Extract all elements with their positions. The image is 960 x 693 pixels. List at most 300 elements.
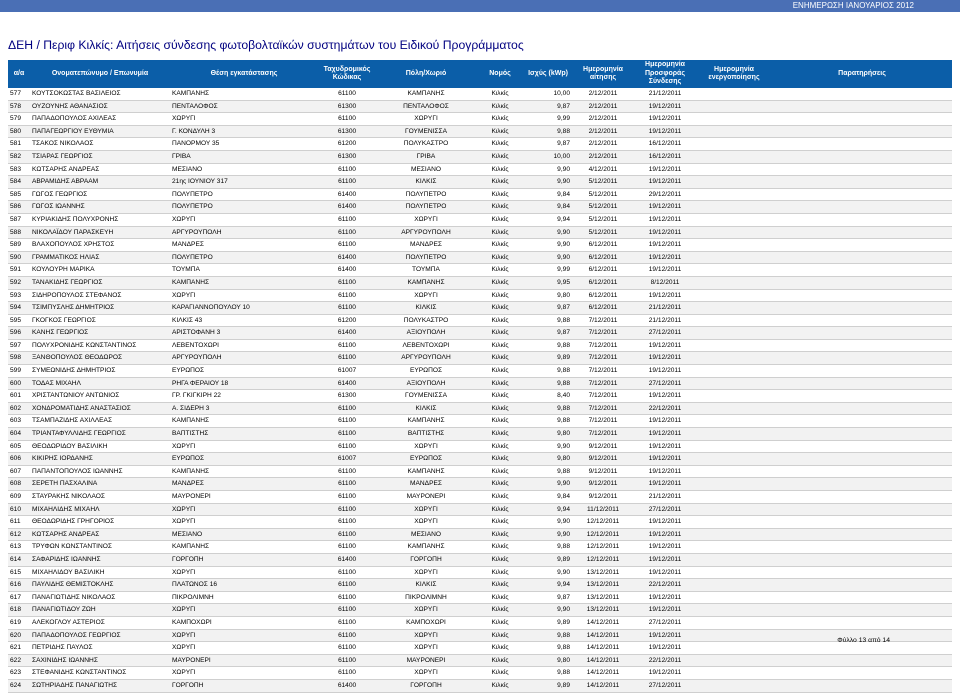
cell-activation-date [696, 201, 772, 214]
cell-prefecture: Κιλκίς [476, 289, 524, 302]
cell-location: ΠΟΛΥΠΕΤΡΟ [170, 251, 318, 264]
cell-name: ΠΑΝΑΓΙΩΤΙΔΟΥ ΖΩΗ [30, 604, 170, 617]
cell-application-date: 7/12/2011 [572, 377, 634, 390]
cell-prefecture: Κιλκίς [476, 516, 524, 529]
cell-aa: 597 [8, 339, 30, 352]
cell-location: ΚΑΜΠΑΝΗΣ [170, 465, 318, 478]
cell-notes [772, 201, 952, 214]
cell-name: ΤΣΑΚΟΣ ΝΙΚΟΛΑΟΣ [30, 138, 170, 151]
cell-power: 9,89 [524, 553, 572, 566]
cell-city: ΠΟΛΥΠΕΤΡΟ [376, 201, 476, 214]
cell-application-date: 2/12/2011 [572, 88, 634, 100]
cell-power: 9,90 [524, 176, 572, 189]
cell-application-date: 12/12/2011 [572, 553, 634, 566]
cell-aa: 586 [8, 201, 30, 214]
cell-application-date: 6/12/2011 [572, 276, 634, 289]
cell-activation-date [696, 591, 772, 604]
cell-activation-date [696, 528, 772, 541]
cell-activation-date [696, 503, 772, 516]
cell-location: ΓΡΙΒΑ [170, 150, 318, 163]
col-header-city: Πόλη/Χωριό [376, 60, 476, 88]
cell-name: ΤΣΑΜΠΑΖΙΔΗΣ ΑΧΙΛΛΕΑΣ [30, 415, 170, 428]
cell-city: ΚΙΛΚΙΣ [376, 302, 476, 315]
cell-prefecture: Κιλκίς [476, 604, 524, 617]
cell-location: ΚΑΜΠΑΝΗΣ [170, 276, 318, 289]
cell-aa: 591 [8, 264, 30, 277]
cell-aa: 607 [8, 465, 30, 478]
cell-prefecture: Κιλκίς [476, 428, 524, 441]
cell-application-date: 14/12/2011 [572, 616, 634, 629]
table-header-row [8, 60, 952, 88]
cell-power: 9,84 [524, 201, 572, 214]
cell-prefecture: Κιλκίς [476, 654, 524, 667]
cell-location: ΡΗΓΑ ΦΕΡΑΙΟΥ 18 [170, 377, 318, 390]
cell-offer-date: 22/12/2011 [634, 402, 696, 415]
cell-power: 9,84 [524, 491, 572, 504]
cell-offer-date: 19/12/2011 [634, 100, 696, 113]
cell-power: 9,90 [524, 251, 572, 264]
cell-city: ΠΕΝΤΑΛΟΦΟΣ [376, 100, 476, 113]
cell-prefecture: Κιλκίς [476, 150, 524, 163]
cell-city: ΧΩΡΥΓΙ [376, 289, 476, 302]
cell-activation-date [696, 604, 772, 617]
cell-offer-date: 19/12/2011 [634, 591, 696, 604]
cell-offer-date: 19/12/2011 [634, 440, 696, 453]
cell-city: ΓΟΡΓΟΠΗ [376, 553, 476, 566]
page-footer: Φύλλο 13 από 14 [837, 637, 890, 644]
cell-location: ΚΑΡΑΓΙΑΝΝΟΠΟΥΛΟΥ 10 [170, 302, 318, 315]
cell-city: ΠΟΛΥΠΕΤΡΟ [376, 251, 476, 264]
cell-location: ΒΑΠΤΙΣΤΗΣ [170, 428, 318, 441]
col-header-activation-date: Ημερομηνία ενεργοποίησης [696, 60, 772, 88]
cell-postcode: 61100 [318, 339, 376, 352]
cell-location: ΤΟΥΜΠΑ [170, 264, 318, 277]
cell-name: ΓΡΑΜΜΑΤΙΚΟΣ ΗΛΙΑΣ [30, 251, 170, 264]
cell-activation-date [696, 163, 772, 176]
cell-activation-date [696, 428, 772, 441]
cell-power: 9,87 [524, 327, 572, 340]
cell-location: ΜΑΥΡΟΝΕΡΙ [170, 491, 318, 504]
cell-name: ΣΩΤΗΡΙΑΔΗΣ ΠΑΝΑΓΙΩΤΗΣ [30, 679, 170, 692]
cell-location: ΧΩΡΥΓΙ [170, 213, 318, 226]
cell-aa: 618 [8, 604, 30, 617]
cell-name: ΤΑΝΑΚΙΔΗΣ ΓΕΩΡΓΙΟΣ [30, 276, 170, 289]
cell-notes [772, 302, 952, 315]
cell-offer-date: 27/12/2011 [634, 377, 696, 390]
cell-postcode: 61100 [318, 415, 376, 428]
cell-aa: 623 [8, 667, 30, 680]
cell-city: ΧΩΡΥΓΙ [376, 503, 476, 516]
cell-city: ΜΕΣΙΑΝΟ [376, 163, 476, 176]
col-header-location: Θέση εγκατάστασης [170, 60, 318, 88]
cell-prefecture: Κιλκίς [476, 176, 524, 189]
cell-activation-date [696, 642, 772, 655]
cell-offer-date: 29/12/2011 [634, 188, 696, 201]
cell-location: ΓΟΡΓΟΠΗ [170, 679, 318, 692]
cell-name: ΜΙΧΑΗΛΙΔΗΣ ΜΙΧΑΗΛ [30, 503, 170, 516]
cell-notes [772, 453, 952, 466]
cell-power: 9,84 [524, 188, 572, 201]
cell-notes [772, 125, 952, 138]
cell-activation-date [696, 138, 772, 151]
cell-city: ΧΩΡΥΓΙ [376, 440, 476, 453]
cell-aa: 608 [8, 478, 30, 491]
cell-power: 9,90 [524, 440, 572, 453]
cell-location: ΑΡΙΣΤΟΦΑΝΗ 3 [170, 327, 318, 340]
cell-aa: 612 [8, 528, 30, 541]
table-row [8, 188, 952, 201]
cell-notes [772, 566, 952, 579]
cell-activation-date [696, 302, 772, 315]
cell-postcode: 61007 [318, 453, 376, 466]
cell-notes [772, 616, 952, 629]
cell-postcode: 61100 [318, 528, 376, 541]
cell-application-date: 11/12/2011 [572, 503, 634, 516]
cell-activation-date [696, 566, 772, 579]
cell-city: ΠΟΛΥΠΕΤΡΟ [376, 188, 476, 201]
cell-name: ΟΥΖΟΥΝΗΣ ΑΘΑΝΑΣΙΟΣ [30, 100, 170, 113]
cell-prefecture: Κιλκίς [476, 440, 524, 453]
cell-location: ΚΑΜΠΑΝΗΣ [170, 88, 318, 100]
cell-city: ΚΙΛΚΙΣ [376, 176, 476, 189]
cell-location: ΧΩΡΥΓΙ [170, 289, 318, 302]
cell-city: ΤΟΥΜΠΑ [376, 264, 476, 277]
cell-name: ΚΩΤΣΑΡΗΣ ΑΝΔΡΕΑΣ [30, 528, 170, 541]
cell-application-date: 9/12/2011 [572, 491, 634, 504]
cell-offer-date: 27/12/2011 [634, 679, 696, 692]
cell-activation-date [696, 188, 772, 201]
cell-offer-date: 19/12/2011 [634, 465, 696, 478]
cell-notes [772, 163, 952, 176]
cell-aa: 580 [8, 125, 30, 138]
cell-location: ΚΑΜΠΑΝΗΣ [170, 415, 318, 428]
cell-location: ΜΑΝΔΡΕΣ [170, 239, 318, 252]
cell-postcode: 61100 [318, 629, 376, 642]
cell-offer-date: 8/12/2011 [634, 276, 696, 289]
cell-power: 9,88 [524, 402, 572, 415]
cell-city: ΜΑΝΔΡΕΣ [376, 239, 476, 252]
cell-offer-date: 19/12/2011 [634, 390, 696, 403]
table-row [8, 453, 952, 466]
cell-activation-date [696, 226, 772, 239]
cell-prefecture: Κιλκίς [476, 365, 524, 378]
cell-prefecture: Κιλκίς [476, 264, 524, 277]
cell-offer-date: 19/12/2011 [634, 428, 696, 441]
cell-activation-date [696, 465, 772, 478]
col-header-power: Ισχύς (kWp) [524, 60, 572, 88]
cell-offer-date: 19/12/2011 [634, 528, 696, 541]
cell-power: 9,88 [524, 667, 572, 680]
cell-postcode: 61100 [318, 579, 376, 592]
cell-activation-date [696, 352, 772, 365]
cell-location: ΜΕΣΙΑΝΟ [170, 163, 318, 176]
cell-city: ΠΟΛΥΚΑΣΤΡΟ [376, 138, 476, 151]
cell-prefecture: Κιλκίς [476, 541, 524, 554]
table-row [8, 176, 952, 189]
cell-location: ΧΩΡΥΓΙ [170, 440, 318, 453]
cell-aa: 583 [8, 163, 30, 176]
table-row [8, 415, 952, 428]
cell-aa: 606 [8, 453, 30, 466]
cell-application-date: 12/12/2011 [572, 528, 634, 541]
table-row [8, 314, 952, 327]
cell-activation-date [696, 377, 772, 390]
cell-postcode: 61100 [318, 667, 376, 680]
cell-aa: 588 [8, 226, 30, 239]
table-row [8, 264, 952, 277]
cell-city: ΚΑΜΠΑΝΗΣ [376, 541, 476, 554]
cell-postcode: 61100 [318, 176, 376, 189]
table-row [8, 163, 952, 176]
cell-offer-date: 19/12/2011 [634, 667, 696, 680]
table-row [8, 352, 952, 365]
cell-offer-date: 19/12/2011 [634, 516, 696, 529]
cell-aa: 614 [8, 553, 30, 566]
cell-aa: 585 [8, 188, 30, 201]
cell-name: ΠΑΥΛΙΔΗΣ ΘΕΜΙΣΤΟΚΛΗΣ [30, 579, 170, 592]
cell-power: 9,87 [524, 302, 572, 315]
cell-city: ΠΙΚΡΟΛΙΜΝΗ [376, 591, 476, 604]
cell-city: ΚΑΜΠΟΧΩΡΙ [376, 616, 476, 629]
cell-application-date: 13/12/2011 [572, 579, 634, 592]
cell-power: 9,80 [524, 654, 572, 667]
cell-postcode: 61100 [318, 352, 376, 365]
cell-location: ΧΩΡΥΓΙ [170, 642, 318, 655]
cell-offer-date: 19/12/2011 [634, 629, 696, 642]
table-row [8, 289, 952, 302]
cell-city: ΓΟΥΜΕΝΙΣΣΑ [376, 125, 476, 138]
cell-power: 9,90 [524, 478, 572, 491]
cell-application-date: 2/12/2011 [572, 100, 634, 113]
cell-aa: 589 [8, 239, 30, 252]
cell-notes [772, 150, 952, 163]
table-row [8, 579, 952, 592]
table-row [8, 503, 952, 516]
table-row [8, 465, 952, 478]
cell-postcode: 61100 [318, 440, 376, 453]
cell-name: ΓΩΓΟΣ ΙΩΑΝΝΗΣ [30, 201, 170, 214]
cell-notes [772, 138, 952, 151]
cell-location: ΧΩΡΥΓΙ [170, 629, 318, 642]
cell-postcode: 61100 [318, 465, 376, 478]
cell-prefecture: Κιλκίς [476, 100, 524, 113]
cell-notes [772, 428, 952, 441]
col-header-offer-date: Ημερομηνία Προσφοράς Σύνδεσης [634, 60, 696, 88]
cell-power: 9,95 [524, 276, 572, 289]
table-row [8, 478, 952, 491]
table-row [8, 251, 952, 264]
cell-postcode: 61100 [318, 642, 376, 655]
cell-postcode: 61100 [318, 113, 376, 126]
cell-name: ΠΑΠΑΔΟΠΟΥΛΟΣ ΓΕΩΡΓΙΟΣ [30, 629, 170, 642]
table-row [8, 302, 952, 315]
cell-location: ΧΩΡΥΓΙ [170, 503, 318, 516]
cell-notes [772, 528, 952, 541]
cell-notes [772, 113, 952, 126]
cell-postcode: 61400 [318, 251, 376, 264]
table-row [8, 390, 952, 403]
cell-aa: 621 [8, 642, 30, 655]
cell-postcode: 61100 [318, 226, 376, 239]
cell-activation-date [696, 100, 772, 113]
table-row [8, 239, 952, 252]
cell-application-date: 13/12/2011 [572, 604, 634, 617]
cell-city: ΑΡΓΥΡΟΥΠΟΛΗ [376, 226, 476, 239]
cell-postcode: 61100 [318, 402, 376, 415]
cell-postcode: 61400 [318, 553, 376, 566]
cell-application-date: 14/12/2011 [572, 642, 634, 655]
cell-offer-date: 21/12/2011 [634, 302, 696, 315]
cell-offer-date: 19/12/2011 [634, 453, 696, 466]
cell-notes [772, 516, 952, 529]
cell-application-date: 6/12/2011 [572, 239, 634, 252]
cell-aa: 605 [8, 440, 30, 453]
cell-notes [772, 679, 952, 692]
cell-offer-date: 19/12/2011 [634, 352, 696, 365]
cell-power: 9,88 [524, 314, 572, 327]
cell-location: ΠΕΝΤΑΛΟΦΟΣ [170, 100, 318, 113]
cell-prefecture: Κιλκίς [476, 188, 524, 201]
col-header-notes: Παρατηρήσεις [772, 60, 952, 88]
cell-location: ΠΛΑΤΩΝΟΣ 16 [170, 579, 318, 592]
cell-name: ΤΡΙΑΝΤΑΦΥΛΛΙΔΗΣ ΓΕΩΡΓΙΟΣ [30, 428, 170, 441]
cell-notes [772, 264, 952, 277]
cell-name: ΣΤΑΥΡΑΚΗΣ ΝΙΚΟΛΑΟΣ [30, 491, 170, 504]
cell-notes [772, 314, 952, 327]
cell-offer-date: 19/12/2011 [634, 176, 696, 189]
cell-notes [772, 88, 952, 100]
cell-application-date: 7/12/2011 [572, 402, 634, 415]
cell-power: 9,94 [524, 213, 572, 226]
cell-offer-date: 19/12/2011 [634, 415, 696, 428]
cell-city: ΚΑΜΠΑΝΗΣ [376, 88, 476, 100]
cell-application-date: 2/12/2011 [572, 138, 634, 151]
cell-city: ΚΑΜΠΑΝΗΣ [376, 465, 476, 478]
cell-notes [772, 365, 952, 378]
cell-notes [772, 440, 952, 453]
cell-power: 9,88 [524, 365, 572, 378]
cell-aa: 620 [8, 629, 30, 642]
cell-prefecture: Κιλκίς [476, 239, 524, 252]
cell-notes [772, 176, 952, 189]
cell-offer-date: 21/12/2011 [634, 88, 696, 100]
cell-postcode: 61400 [318, 679, 376, 692]
cell-offer-date: 19/12/2011 [634, 541, 696, 554]
cell-aa: 604 [8, 428, 30, 441]
cell-prefecture: Κιλκίς [476, 491, 524, 504]
table-row [8, 201, 952, 214]
cell-application-date: 6/12/2011 [572, 289, 634, 302]
cell-notes [772, 327, 952, 340]
cell-aa: 581 [8, 138, 30, 151]
col-header-aa: α/α [8, 60, 30, 88]
cell-prefecture: Κιλκίς [476, 113, 524, 126]
cell-aa: 619 [8, 616, 30, 629]
cell-offer-date: 27/12/2011 [634, 616, 696, 629]
cell-name: ΤΡΥΦΩΝ ΚΩΝΣΤΑΝΤΙΝΟΣ [30, 541, 170, 554]
cell-power: 9,80 [524, 453, 572, 466]
cell-location: ΚΑΜΠΟΧΩΡΙ [170, 616, 318, 629]
cell-power: 9,99 [524, 113, 572, 126]
cell-application-date: 5/12/2011 [572, 213, 634, 226]
cell-prefecture: Κιλκίς [476, 629, 524, 642]
cell-activation-date [696, 579, 772, 592]
cell-name: ΚΩΤΣΑΡΗΣ ΑΝΔΡΕΑΣ [30, 163, 170, 176]
cell-activation-date [696, 679, 772, 692]
cell-application-date: 13/12/2011 [572, 591, 634, 604]
cell-city: ΧΩΡΥΓΙ [376, 113, 476, 126]
cell-postcode: 61100 [318, 616, 376, 629]
cell-power: 9,94 [524, 503, 572, 516]
cell-activation-date [696, 402, 772, 415]
cell-activation-date [696, 314, 772, 327]
table-row [8, 491, 952, 504]
cell-power: 9,88 [524, 642, 572, 655]
cell-location: ΠΟΛΥΠΕΤΡΟ [170, 201, 318, 214]
cell-city: ΧΩΡΥΓΙ [376, 629, 476, 642]
cell-power: 9,90 [524, 566, 572, 579]
cell-offer-date: 19/12/2011 [634, 604, 696, 617]
cell-offer-date: 27/12/2011 [634, 327, 696, 340]
cell-prefecture: Κιλκίς [476, 226, 524, 239]
cell-activation-date [696, 541, 772, 554]
cell-name: ΚΥΡΙΑΚΙΔΗΣ ΠΟΛΥΧΡΟΝΗΣ [30, 213, 170, 226]
table-row [8, 541, 952, 554]
cell-city: ΓΟΡΓΟΠΗ [376, 679, 476, 692]
cell-location: ΧΩΡΥΓΙ [170, 604, 318, 617]
cell-activation-date [696, 113, 772, 126]
cell-activation-date [696, 239, 772, 252]
cell-activation-date [696, 616, 772, 629]
cell-postcode: 61100 [318, 541, 376, 554]
cell-name: ΑΛΕΚΟΓΛΟΥ ΑΣΤΕΡΙΟΣ [30, 616, 170, 629]
table-row [8, 339, 952, 352]
cell-offer-date: 21/12/2011 [634, 491, 696, 504]
cell-activation-date [696, 251, 772, 264]
cell-name: ΠΕΤΡΙΔΗΣ ΠΑΥΛΟΣ [30, 642, 170, 655]
cell-notes [772, 289, 952, 302]
cell-location: ΑΡΓΥΡΟΥΠΟΛΗ [170, 352, 318, 365]
cell-postcode: 61100 [318, 428, 376, 441]
cell-name: ΞΑΝΘΟΠΟΥΛΟΣ ΘΕΟΔΩΡΟΣ [30, 352, 170, 365]
cell-city: ΜΑΥΡΟΝΕΡΙ [376, 491, 476, 504]
cell-offer-date: 19/12/2011 [634, 251, 696, 264]
cell-prefecture: Κιλκίς [476, 415, 524, 428]
cell-location: ΧΩΡΥΓΙ [170, 516, 318, 529]
cell-power: 9,90 [524, 604, 572, 617]
cell-prefecture: Κιλκίς [476, 125, 524, 138]
cell-name: ΠΑΠΑΝΤΟΠΟΥΛΟΣ ΙΩΑΝΝΗΣ [30, 465, 170, 478]
cell-postcode: 61100 [318, 163, 376, 176]
cell-application-date: 9/12/2011 [572, 478, 634, 491]
cell-notes [772, 213, 952, 226]
col-header-application-date: Ημερομηνία αίτησης [572, 60, 634, 88]
cell-power: 10,00 [524, 150, 572, 163]
table-row [8, 566, 952, 579]
table-row [8, 377, 952, 390]
cell-notes [772, 226, 952, 239]
cell-postcode: 61100 [318, 654, 376, 667]
table-row [8, 528, 952, 541]
cell-city: ΓΡΙΒΑ [376, 150, 476, 163]
cell-aa: 599 [8, 365, 30, 378]
page-title: ΔΕΗ / Περιφ Κιλκίς: Αιτήσεις σύνδεσης φωτοβολταϊκών συστημάτων του Ειδικού Προγράμματος [8, 38, 524, 52]
table-row [8, 100, 952, 113]
cell-power: 9,99 [524, 264, 572, 277]
cell-postcode: 61100 [318, 566, 376, 579]
cell-aa: 611 [8, 516, 30, 529]
cell-name: ΓΚΟΓΚΟΣ ΓΕΩΡΓΙΟΣ [30, 314, 170, 327]
